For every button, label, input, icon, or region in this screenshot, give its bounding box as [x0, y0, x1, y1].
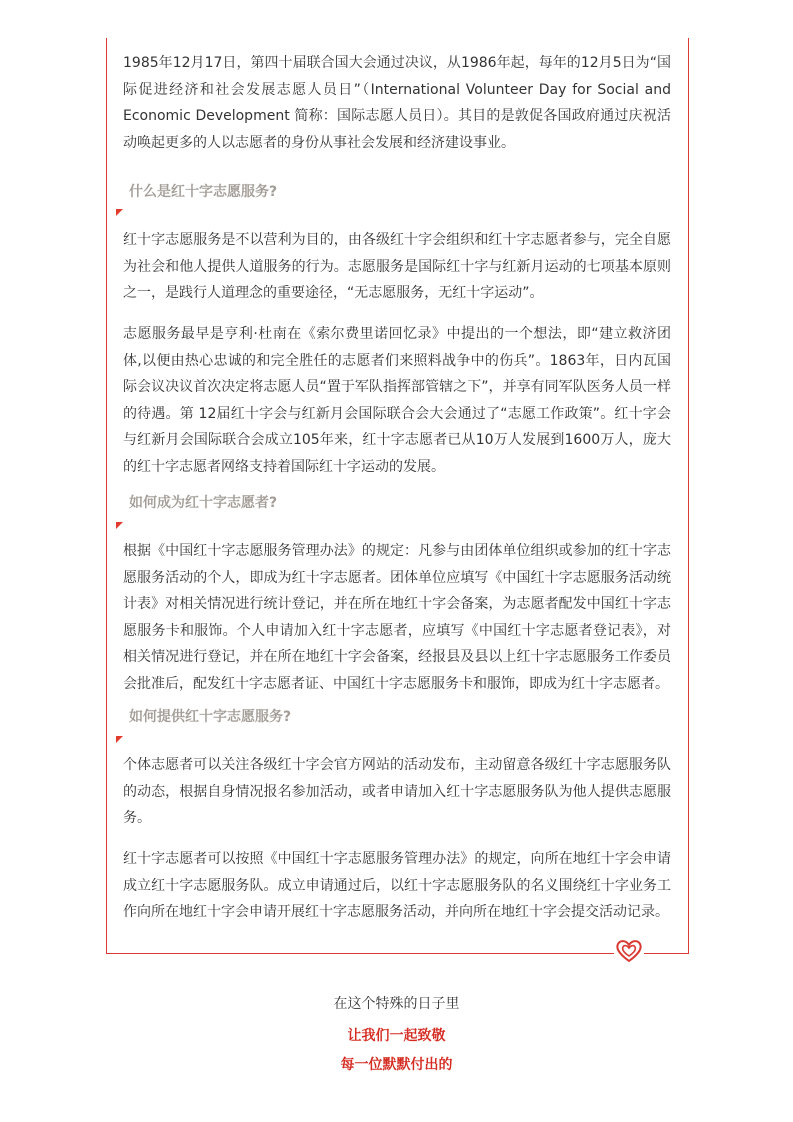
intro-paragraph: 1985年12月17日，第四十届联合国大会通过决议，从1986年起，每年的12月5日为“国际促进经济和社会发展志愿人员日”（International Volunteer Day for Social and Economic Development 简称：国际志愿人员日）。其目的是敦促各国政府通过庆祝活动唤起更多的人以志愿者的身份从事社会发展和经济建设事业。: [123, 55, 671, 151]
red-triangle-corner-icon: [116, 736, 123, 743]
double-heart-icon: [614, 935, 644, 965]
what-is-paragraph-2: 志愿服务最早是亨利·杜南在《索尔费里诺回忆录》中提出的一个想法，即“建立救济团体,以便由热心忠诚的和完全胜任的志愿者们来照料战争中的伤兵”。1863年，日内瓦国际会议决议首次决定将志愿人员“置于军队指挥部管辖之下”，并享有同军队医务人员一样的待遇。第 12届红十字会与红新月会国际联合会大会通过了“志愿工作政策”。红十字会与红新月会国际联合会成立105年来，红十字志愿者已从10万人发展到1600万人，庞大的红十字志愿者网络支持着国际红十字运动的发展。: [123, 326, 671, 475]
how-to-serve-paragraph-1: 个体志愿者可以关注各级红十字会官方网站的活动发布，主动留意各级红十字志愿服务队的动态，根据自身情况报名参加活动，或者申请加入红十字志愿服务队为他人提供志愿服务。: [123, 757, 671, 826]
how-to-serve-paragraph-2: 红十字志愿者可以按照《中国红十字志愿服务管理办法》的规定，向所在地红十字会申请成立红十字志愿服务队。成立申请通过后，以红十字志愿服务队的名义围绕红十字业务工作向所在地红十字会申请开展红十字志愿服务活动，并向所在地红十字会提交活动记录。: [123, 851, 671, 920]
section-heading-what-is: 什么是红十字志愿服务?: [129, 184, 278, 200]
how-to-become-paragraph: 根据《中国红十字志愿服务管理办法》的规定：凡参与由团体单位组织或参加的红十字志愿服务活动的个人，即成为红十字志愿者。团体单位应填写《中国红十字志愿服务活动统计表》对相关情况进行统计登记，并在所在地红十字会备案，为志愿者配发中国红十字志愿服务卡和服饰。个人申请加入红十字志愿者，应填写《中国红十字志愿者登记表》，对相关情况进行登记，并在所在地红十字会备案，经报县及县以上红十字志愿服务工作委员会批准后，配发红十字志愿者证、中国红十字志愿服务卡和服饰，即成为红十字志愿者。: [123, 543, 671, 692]
red-triangle-corner-icon: [116, 209, 123, 216]
article-card: [106, 38, 689, 954]
what-is-paragraph-1: 红十字志愿服务是不以营利为目的，由各级红十字会组织和红十字志愿者参与，完全自愿为社会和他人提供人道服务的行为。志愿服务是国际红十字与红新月运动的七项基本原则之一，是践行人道理念的重要途径，“无志愿服务，无红十字运动”。: [123, 232, 671, 301]
footer-line-2: 让我们一起致敬: [347, 1028, 446, 1044]
red-triangle-corner-icon: [116, 522, 123, 529]
section-heading-how-to-become: 如何成为红十字志愿者?: [129, 495, 278, 511]
footer-line-3: 每一位默默付出的: [340, 1057, 453, 1073]
footer-line-1: 在这个特殊的日子里: [333, 996, 460, 1012]
section-heading-how-to-serve: 如何提供红十字志愿服务?: [129, 709, 292, 725]
